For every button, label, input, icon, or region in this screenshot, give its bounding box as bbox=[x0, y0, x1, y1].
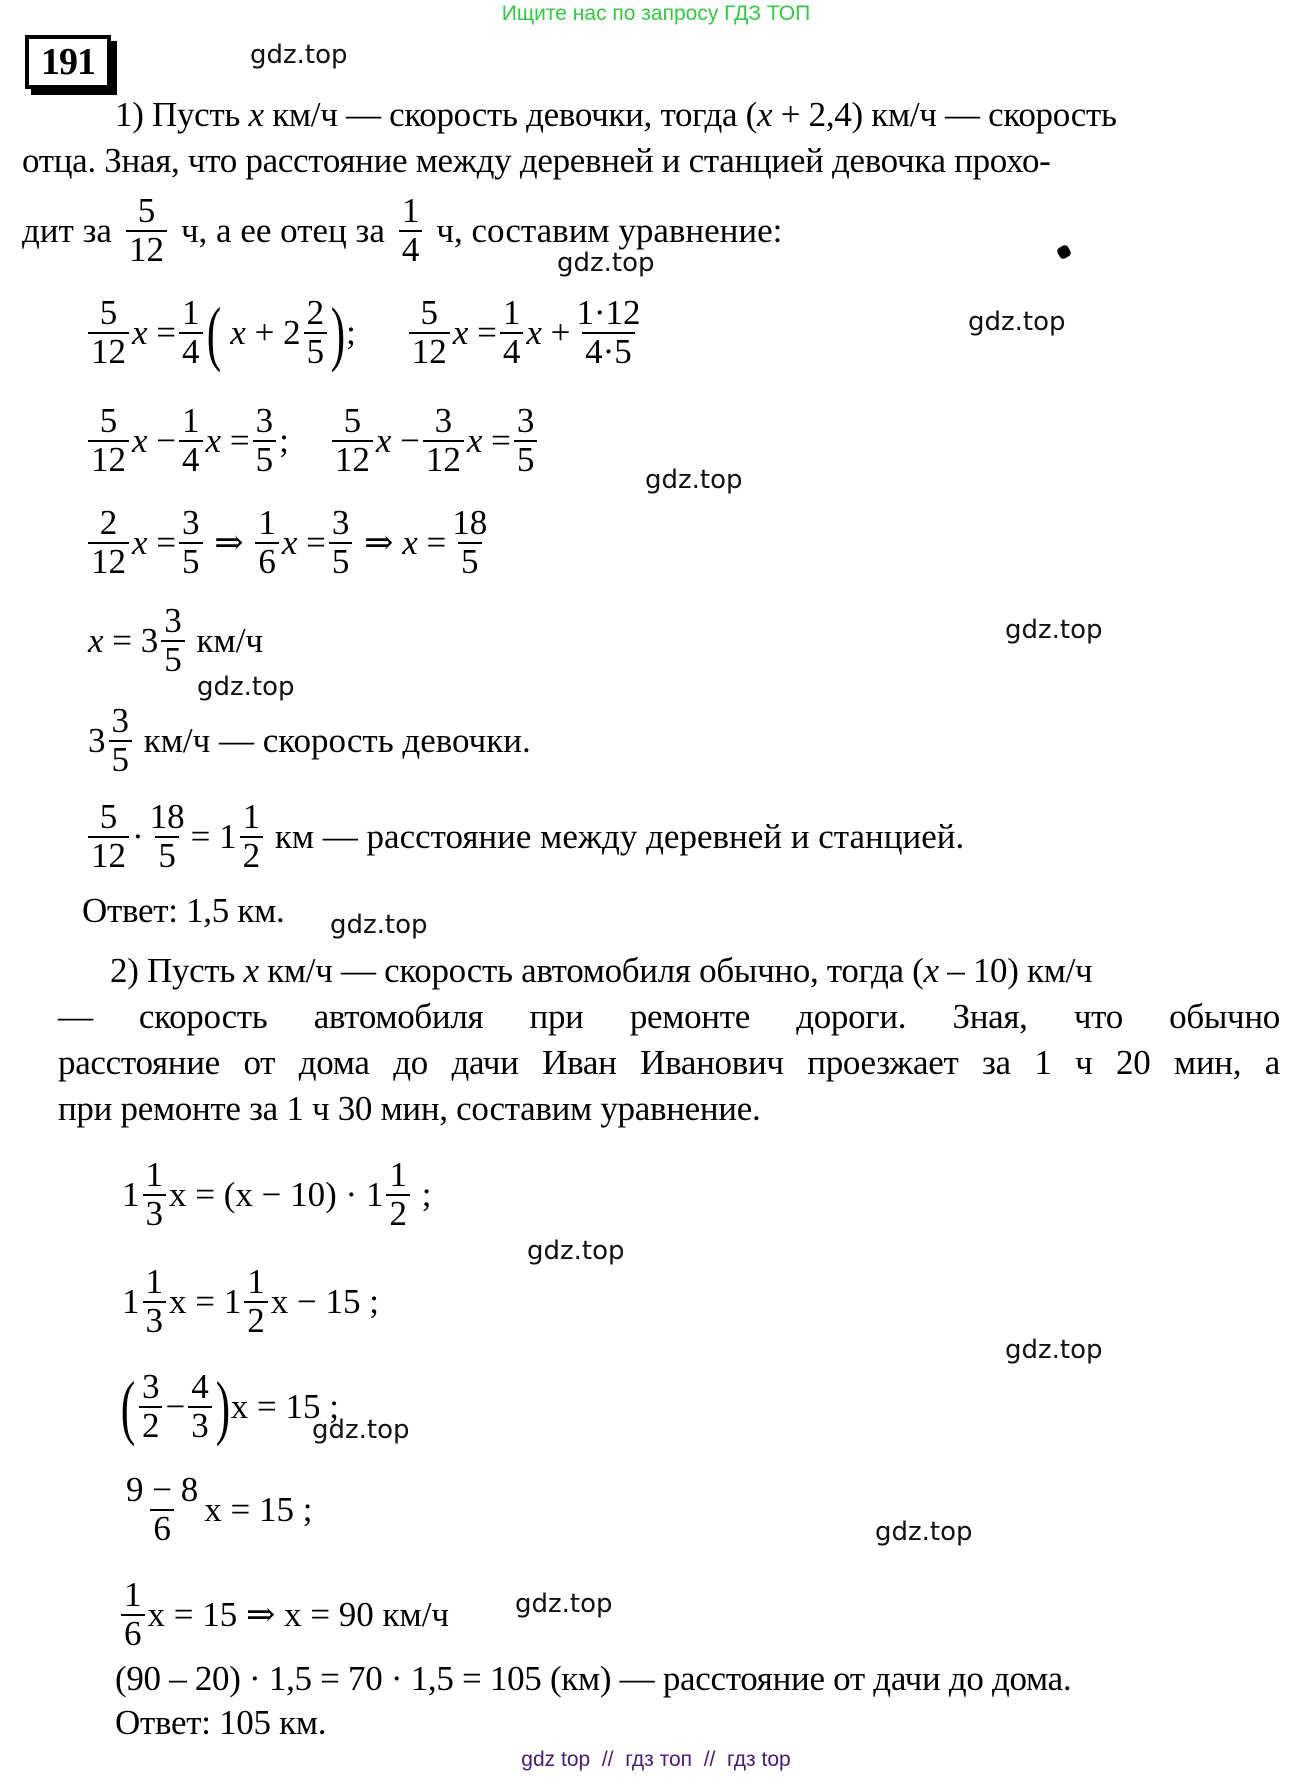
fraction: $\frac{5}{12}$ bbox=[126, 193, 167, 269]
watermark: gdz.top bbox=[312, 1415, 410, 1445]
part2-equation-1: 1 $\frac{1}{3}$ x = (x − 10) · 1 $\frac{1}{2}$ ; bbox=[122, 1155, 432, 1233]
watermark: gdz.top bbox=[875, 1517, 973, 1547]
part1-equation-3: $\frac{2}{12}$ x = $\frac{3}{5}$ ⇒ $\frac{1}{6}$ x = $\frac{3}{5}$ ⇒ x = $\frac{18}{5}$ bbox=[85, 498, 493, 588]
variable-x: x bbox=[757, 95, 773, 134]
part1-equation-4: x = 3 $\frac{3}{5}$ км/ч bbox=[88, 601, 264, 679]
part2-equation-3: ( $\frac{3}{2}$ − $\frac{4}{3}$ ) x = 15 ; bbox=[120, 1367, 339, 1447]
watermark: gdz.top bbox=[330, 910, 428, 940]
text-run: + 2,4) км/ч — скорость bbox=[772, 95, 1117, 134]
text-run: ч, а ее отец за bbox=[180, 211, 385, 250]
fraction: $\frac{5}{12}$ bbox=[88, 295, 129, 371]
part2-line1: 2) Пусть x км/ч — скорость автомобиля обычно, тогда (x – 10) км/ч bbox=[110, 951, 1093, 990]
watermark: gdz.top bbox=[527, 1236, 625, 1266]
scan-speck bbox=[1056, 244, 1072, 260]
part2-equation-2: 1 $\frac{1}{3}$ x = 1 $\frac{1}{2}$ x − 15 ; bbox=[122, 1262, 379, 1340]
watermark: gdz.top bbox=[1005, 615, 1103, 645]
watermark: gdz.top bbox=[197, 672, 295, 702]
search-banner: Ищите нас по запросу ГДЗ ТОП bbox=[501, 2, 811, 25]
part2-equation-5: $\frac{1}{6}$ x = 15 ⇒ x = 90 км/ч bbox=[118, 1570, 449, 1660]
part1-line2: отца. Зная, что расстояние между деревней и станцией девочка прохо- bbox=[22, 141, 1051, 180]
fraction: $\frac{5}{12}$ bbox=[409, 295, 450, 371]
fraction: $\frac{1}{4}$ bbox=[179, 295, 203, 371]
part1-line3 bbox=[22, 186, 782, 276]
fraction: $\frac{2}{5}$ bbox=[304, 295, 328, 371]
part1-equation-1: $\frac{5}{12}$ x = $\frac{1}{4}$ ( x + 2 $\frac{2}{5}$ ) ; $\frac{5}{12}$ x = $\frac{1}{4}$ x + $\frac{1\cdot 12}{4\cdot 5}$ bbox=[85, 288, 647, 378]
watermark: gdz.top bbox=[1005, 1335, 1103, 1365]
fraction: $\frac{1}{4}$ bbox=[500, 295, 524, 371]
watermark: gdz.top bbox=[250, 40, 348, 70]
text-run: дит за bbox=[22, 211, 112, 250]
part1-answer: Ответ: 1,5 км. bbox=[82, 891, 285, 930]
part2-equation-4: $\frac{9 - 8}{6}$ x = 15 ; bbox=[126, 1470, 313, 1548]
variable-x: x bbox=[248, 95, 264, 134]
part1-speed-result: 3 $\frac{3}{5}$ км/ч — скорость девочки. bbox=[88, 701, 531, 779]
text-run: ч, составим уравнение: bbox=[436, 211, 783, 250]
problem-number: 191 bbox=[25, 35, 111, 89]
part1-distance-result: $\frac{5}{12}$ · $\frac{18}{5}$ = 1 $\frac{1}{2}$ км — расстояние между деревней и станцией. bbox=[85, 792, 964, 882]
watermark: gdz.top bbox=[515, 1589, 613, 1619]
part2-line3: расстояние от дома до дачи Иван Иванович проезжает за 1 ч 20 мин, а bbox=[58, 1043, 1280, 1082]
part1-line1 bbox=[115, 92, 1117, 138]
fraction: $\frac{1\cdot 12}{4\cdot 5}$ bbox=[576, 293, 641, 371]
text-run: км/ч — скорость девочки, тогда ( bbox=[263, 95, 758, 134]
text-run: 1) Пусть bbox=[115, 95, 249, 134]
watermark: gdz.top bbox=[645, 465, 743, 495]
part2-line2: — скорость автомобиля при ремонте дороги. Зная, что обычно bbox=[58, 997, 1280, 1036]
part2-distance-result: (90 – 20) · 1,5 = 70 · 1,5 = 105 (км) — расстояние от дачи до дома. bbox=[115, 1659, 1072, 1698]
part2-line4: при ремонте за 1 ч 30 мин, составим уравнение. bbox=[58, 1089, 761, 1128]
part1-equation-2: $\frac{5}{12}$ x − $\frac{1}{4}$ x = $\frac{3}{5}$ ; $\frac{5}{12}$ x − $\frac{3}{12}$ x = $\frac{3}{5}$ bbox=[85, 396, 540, 486]
footer-links: gdz top // гдз топ // гдз top bbox=[521, 1748, 791, 1771]
part2-answer: Ответ: 105 км. bbox=[115, 1703, 327, 1742]
watermark: gdz.top bbox=[557, 248, 655, 278]
fraction: $\frac{1}{4}$ bbox=[399, 193, 423, 269]
watermark: gdz.top bbox=[968, 307, 1066, 337]
